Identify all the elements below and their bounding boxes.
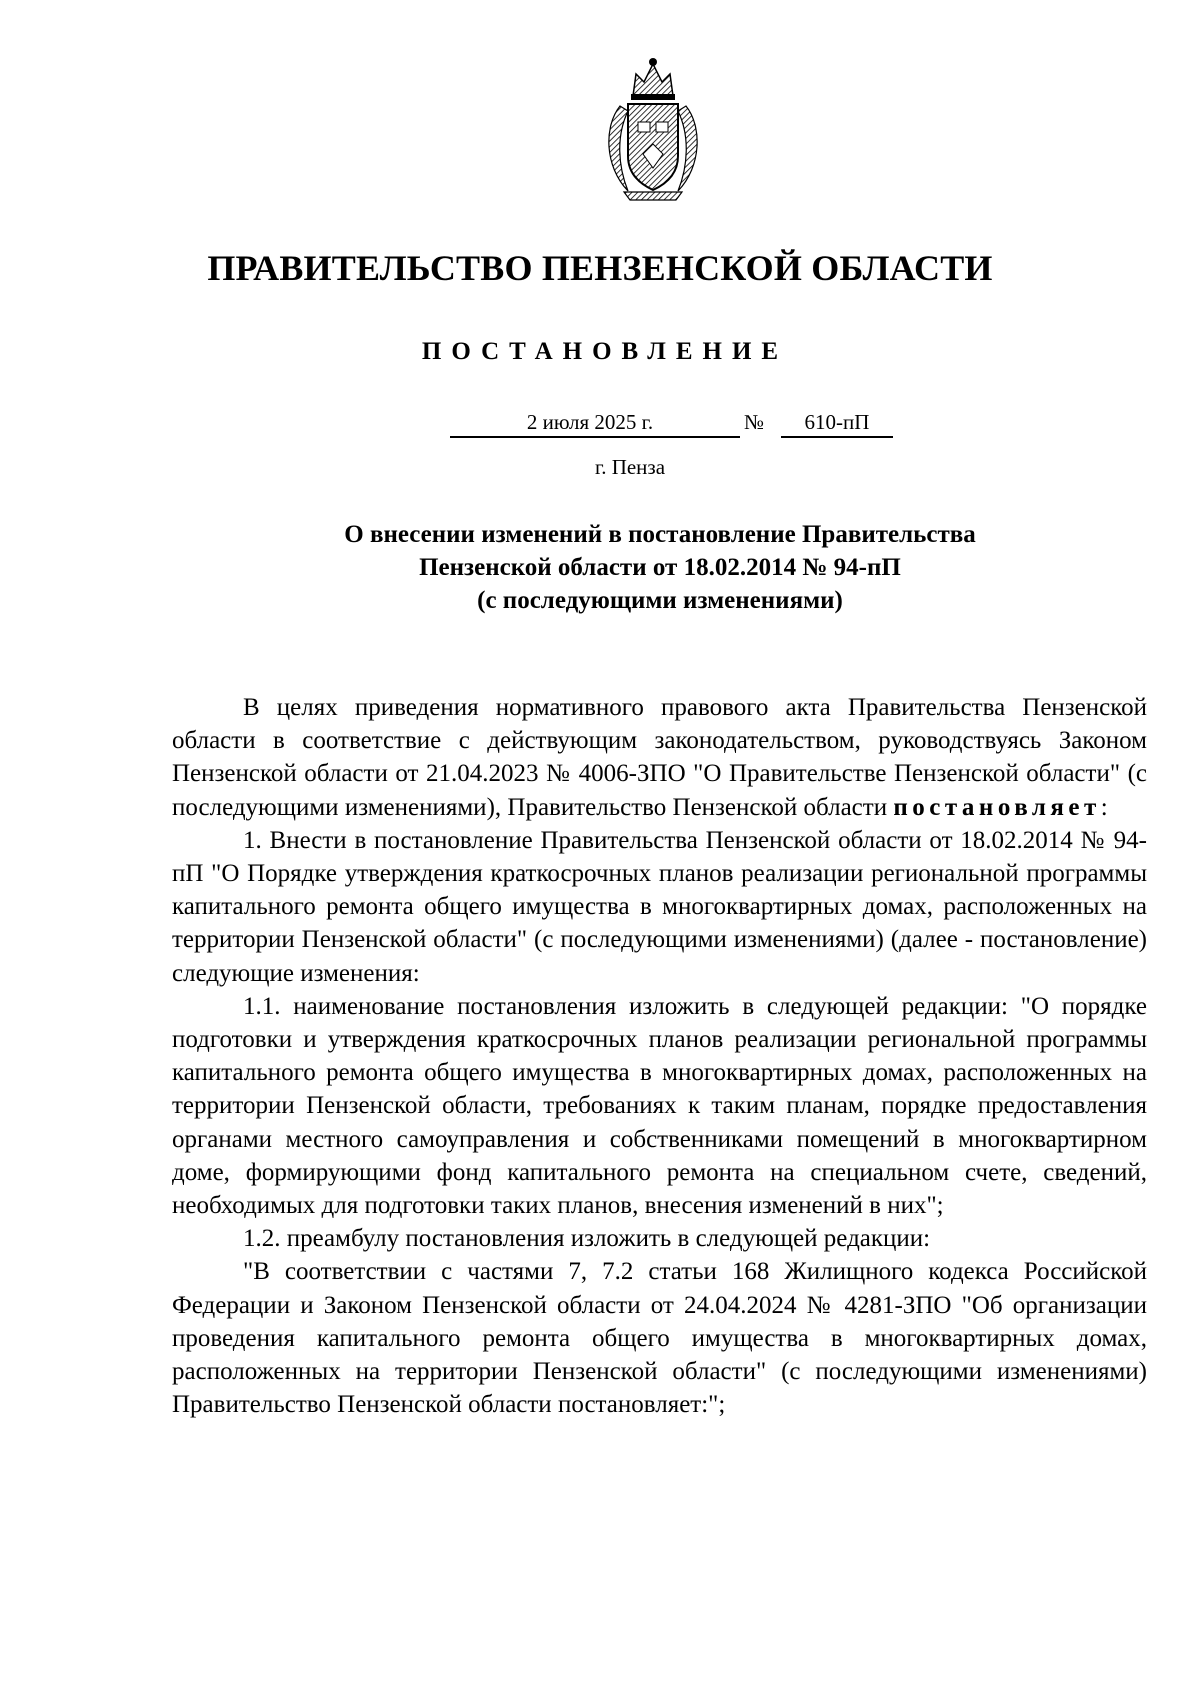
document-city: г. Пенза <box>594 455 666 479</box>
heading-line: (с последующими изменениями) <box>477 587 843 614</box>
item-1-1-paragraph: 1.1. наименование постановления изложить в следующей редакции: "О порядке подготовки и утверждения краткосрочных планов реализации региональной программы капитального ремонта общего имущества в многоквартирных домах, расположенных на территории Пензенской области, требованиях к таким планам, порядке предоставления органами местного самоуправления и собственниками помещений в многоквартирном доме, формирующими фонд капитального ремонта на специальном счете, сведений, необходимых для подготовки таких планов, внесения изменений в них"; <box>172 992 1147 1220</box>
document-type: ПОСТАНОВЛЕНИЕ <box>421 338 789 365</box>
item-1-2-paragraph: 1.2. преамбулу постановления изложить в следующей редакции: <box>243 1225 931 1253</box>
document-date: 2 июля 2025 г. <box>526 410 654 434</box>
number-sign: № <box>744 410 765 434</box>
heading-line: Пензенской области от 18.02.2014 № 94-пП <box>419 554 901 581</box>
document-number: 610-пП <box>804 410 870 434</box>
item-1-paragraph: 1. Внести в постановление Правительства Пензенской области от 18.02.2014 № 94-пП "О Порядке утверждения краткосрочных планов реализации региональной программы капитального ремонта общего имущества в многоквартирных домах, расположенных на территории Пензенской области" (с последующими изменениями) (далее - постановление) следующие изменения: <box>172 826 1147 987</box>
government-name: ПРАВИТЕЛЬСТВО ПЕНЗЕНСКОЙ ОБЛАСТИ <box>207 248 993 288</box>
decree-word: постановляет <box>893 793 1101 821</box>
heading-line: О внесении изменений в постановление Правительства <box>344 521 976 548</box>
quoted-preamble-paragraph: "В соответствии с частями 7, 7.2 статьи 168 Жилищного кодекса Российской Федерации и Законом Пензенской области от 24.04.2024 № 4281-ЗПО "Об организации проведения капитального ремонта общего имущества в многоквартирных домах, расположенных на территории Пензенской области" (с последующими изменениями) Правительство Пензенской области постановляет:"; <box>172 1258 1147 1419</box>
preamble-text: В целях приведения нормативного правового акта Правительства Пензенской области в соответствие с действующим законодательством, руководствуясь Законом Пензенской области от 21.04.2023 № 4006-ЗПО "О Правительстве Пензенской области" (с последующими изменениями), Правительство Пензенской области <box>172 694 1147 821</box>
preamble-paragraph <box>172 691 1147 824</box>
decree-colon: : <box>1100 793 1108 821</box>
document-body <box>172 691 1147 1421</box>
penza-coat-of-arms-icon <box>598 56 708 206</box>
document-heading <box>250 518 1070 617</box>
